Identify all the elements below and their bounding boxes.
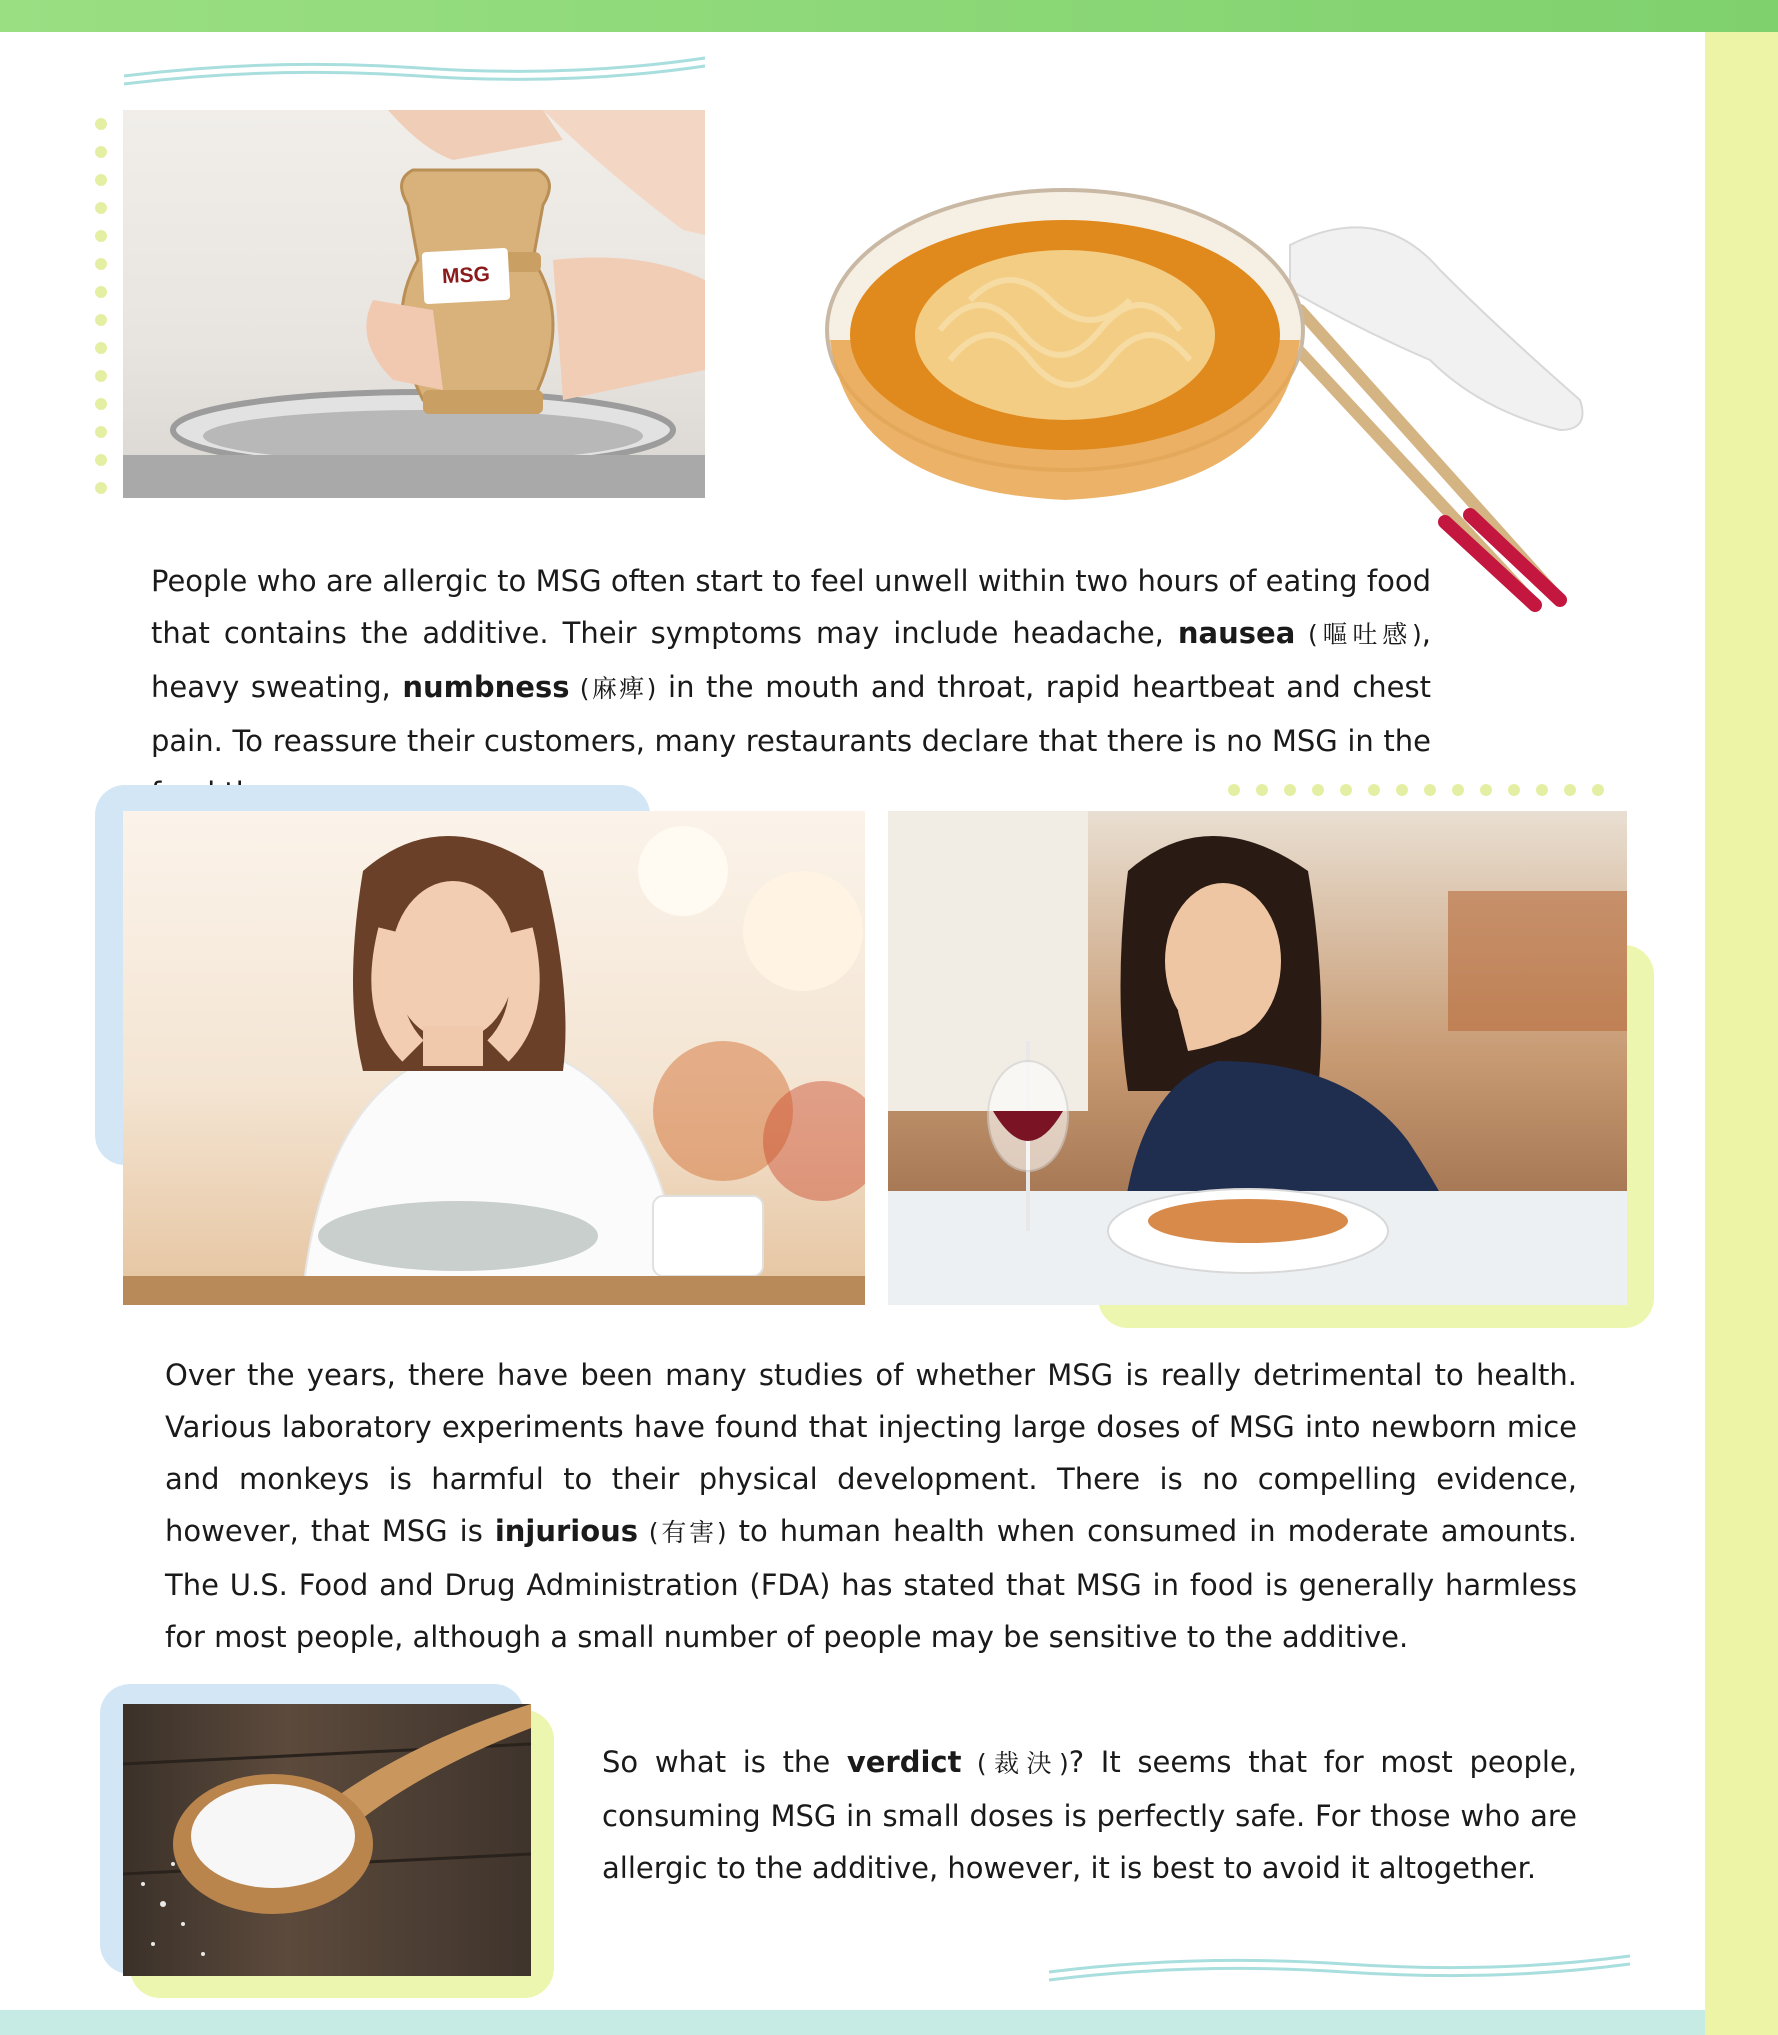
p2-text-2: to human health when consumed in moderate amounts. The U.S. Food and Drug Administration (FDA) has stated that MSG in food is generally harmless for most people, although a small number of people may be sensitive to the additive. [165, 1514, 1577, 1654]
vocab-injurious-chinese: (有害) [638, 1518, 727, 1547]
vocab-numbness: numbness [402, 670, 570, 704]
dot-column-decoration [95, 118, 107, 498]
vocab-verdict: verdict [846, 1745, 962, 1779]
p1-text-2: , heavy sweating, [151, 616, 1431, 704]
vocab-nausea: nausea [1177, 616, 1296, 650]
paragraph-symptoms [151, 555, 1431, 819]
top-color-bar [0, 0, 1778, 32]
p3-text-1: So what is the [602, 1745, 847, 1779]
paragraph-verdict [602, 1736, 1577, 1894]
msg-spoon-photo [123, 1704, 531, 1976]
msg-shaker-photo [123, 110, 705, 498]
paragraph-studies [165, 1349, 1577, 1663]
vocab-verdict-chinese: (裁決) [961, 1749, 1069, 1778]
vocab-injurious: injurious [494, 1514, 639, 1548]
p1-text-3: in the mouth and throat, rapid heartbeat and chest pain. To reassure their customers, many restaurants declare that there is no MSG in the [151, 670, 1431, 758]
headache-woman-illustration [123, 811, 865, 1305]
nausea-woman-photo [888, 811, 1627, 1305]
vocab-numbness-chinese: (麻痺) [569, 674, 657, 703]
shaker-label: MSG [422, 248, 511, 304]
vocab-nausea-chinese: (嘔吐感) [1295, 620, 1422, 649]
msg-spoon-illustration [123, 1704, 531, 1976]
p1-text-1: People who are allergic to MSG often start to feel unwell within two hours of eating food that contains the additive. Their symptoms may include headache, [151, 564, 1431, 650]
bottom-color-bar [0, 2010, 1705, 2035]
nausea-woman-illustration [888, 811, 1627, 1305]
top-wave-decoration [120, 50, 710, 90]
bottom-wave-decoration [1045, 1950, 1635, 1990]
right-sidebar-strip [1705, 32, 1778, 2035]
msg-shaker-illustration [123, 110, 705, 498]
headache-woman-photo [123, 811, 865, 1305]
p2-text-1: Over the years, there have been many studies of whether MSG is really detrimental to health. Various laboratory experiments have found that injecting large doses of MSG into newborn mice and monkeys is harmful to their physical development. There is no compelling evidence, however, that MSG is [165, 1358, 1577, 1548]
p3-text-2: ? It seems that for most people, consuming MSG in small doses is perfectly safe. For those who are allergic to the additive, however, it is best to avoid it altogether. [602, 1745, 1577, 1885]
